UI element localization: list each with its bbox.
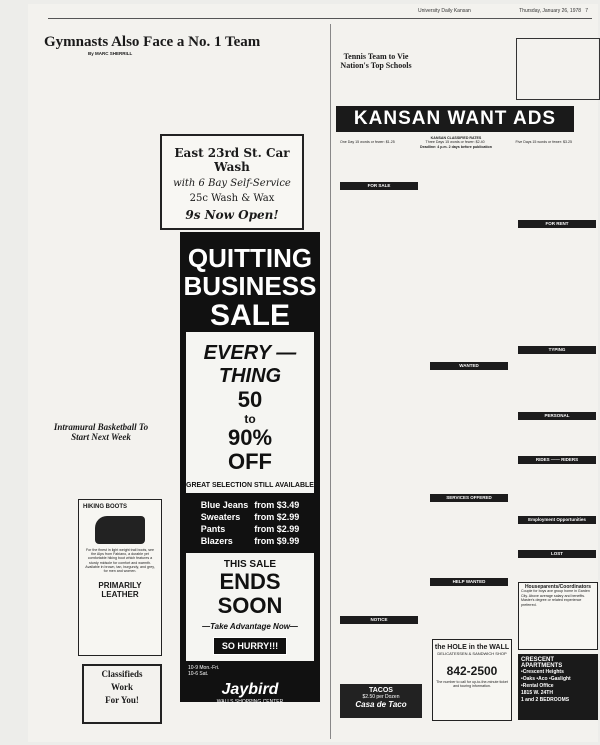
section-notice: NOTICE — [340, 616, 418, 624]
qb-ends: ENDS — [219, 569, 281, 594]
gymnastics-headline: Gymnasts Also Face a No. 1 Team — [44, 34, 261, 50]
page-header — [48, 4, 592, 18]
qb-mall: WALLS SHOPPING CENTER — [216, 699, 284, 705]
qb-this-sale: THIS SALE — [223, 559, 277, 570]
qb-pct-2: to — [244, 412, 256, 426]
tennis-column-1 — [420, 38, 464, 100]
rates-row: One Day 15 words or fewer: $1.25 Three Days 15 words or fewer: $2.40 Five Days 15 words or fewer: $3.25 — [340, 140, 572, 145]
gymnastics-column-4 — [232, 60, 294, 132]
qb-price-list — [198, 499, 303, 547]
wall-name: the HOLE in the WALL — [434, 644, 510, 651]
schedule-box — [516, 38, 600, 100]
crescent-apartments-ad: CRESCENT APARTMENTS •Crescent Heights •Oaks •Aco •Gaslight •Rental Office 1815 W. 24TH 1 and 2 BEDROOMS — [518, 654, 598, 720]
hiking-boots-ad — [78, 499, 162, 656]
hiking-desc: For the finest in light weight trail boots, see the Alps from Fabiano, a durable yet comfortable hiking boot which features a sturdy midsole for comfort and warmth. Available in brown, tan, burgundy, and grey, for men and women. — [85, 548, 155, 574]
qb-pct-3: 90% — [227, 425, 273, 450]
qb-every: EVERY — THING — [203, 342, 297, 387]
section-services: SERVICES OFFERED — [430, 494, 508, 502]
hiking-store-1: PRIMARILY — [98, 581, 142, 591]
qb-discount-box — [186, 332, 314, 493]
qb-hours: 10-9 Mon.-Fri. 10-6 Sat. — [188, 665, 220, 677]
ads-col-1b — [340, 626, 420, 682]
section-typing: TYPING — [518, 346, 596, 354]
ads-col-2 — [428, 154, 508, 359]
ads-col-2c — [428, 506, 508, 574]
issue-date: Thursday, January 26, 1978 7 — [519, 8, 588, 14]
ads-col-3c — [516, 358, 598, 410]
intramural-column — [46, 444, 158, 494]
gymnastics-column-3 — [164, 60, 224, 132]
qb-pct-1: 50 — [237, 387, 263, 412]
hiking-title: HIKING BOOTS — [83, 504, 128, 510]
ads-col-3g — [516, 562, 598, 580]
qb-item-row: Blazers from $9.99 — [200, 536, 300, 546]
intramural-headline: Intramural Basketball To Start Next Week — [53, 422, 149, 442]
gymnastics-byline: By MARC SHERRILL — [88, 51, 133, 56]
qb-take-advantage: —Take Advantage Now— — [202, 622, 298, 631]
section-lost: LOST — [518, 550, 596, 558]
qb-item-row: Pants from $2.99 — [200, 524, 300, 534]
section-rides: RIDES —— RIDERS — [518, 456, 596, 464]
want-ads-banner: KANSAN WANT ADS — [336, 106, 574, 132]
carwash-name: East 23rd St. Car Wash — [174, 146, 290, 174]
newspaper-page — [28, 4, 598, 742]
ads-col-3f — [516, 528, 598, 548]
quitting-business-ad — [180, 232, 320, 705]
hiking-store-2: LEATHER — [101, 590, 139, 600]
qb-store-logo: Jaybird — [221, 681, 279, 698]
classifieds-promo: Classifieds Work For You! — [82, 664, 162, 724]
section-for-rent: FOR RENT — [518, 220, 596, 228]
section-personal: PERSONAL — [518, 412, 596, 420]
ads-col-3d — [516, 424, 598, 454]
qb-title-3: SALE — [209, 299, 290, 332]
hole-in-wall-ad — [432, 639, 512, 721]
carwash-service: with 6 Bay Self-Service — [173, 178, 291, 189]
qb-hurry: SO HURRY!!! — [213, 637, 287, 655]
crescent-features: •Oaks •Aco •Gaslight — [521, 676, 571, 682]
wall-sub: DELICATESSEN & SANDWICH SHOP — [437, 651, 507, 656]
ads-col-3e — [516, 468, 598, 512]
gymnastics-column-2 — [108, 60, 160, 416]
tacos-ad: TACOS $2.50 per Dozen Casa de Taco — [340, 684, 422, 718]
paper-name: University Daily Kansan — [418, 8, 471, 14]
carwash-price: 25c Wash & Wax — [189, 193, 275, 204]
column-rule — [330, 24, 331, 739]
ads-col-2b — [428, 374, 508, 492]
gymnastics-column-1 — [44, 60, 104, 416]
wall-desc: The number to call for up-to-the-minute ticket and touring information. — [436, 680, 508, 689]
qb-great-selection: GREAT SELECTION STILL AVAILABLE — [186, 482, 314, 489]
houseparents-ad: Houseparents/Coordinators Couple for boys ave group home in Garden City. Above average salary and benefits. Master's degree or related experience preferred. — [518, 582, 598, 650]
qb-ends-box — [186, 553, 314, 661]
qb-title-1: QUITTING — [187, 243, 313, 273]
tennis-column-2 — [468, 38, 512, 100]
carwash-open: 9s Now Open! — [185, 208, 279, 222]
qb-item-row: Blue Jeans from $3.49 — [200, 500, 300, 510]
section-for-sale: FOR SALE — [340, 182, 418, 190]
classified-rates: KANSAN CLASSIFIED RATES One Day 15 words or fewer: $1.25 Three Days 15 words or fewer: $2.40 Five Days 15 words or fewer: $3.25 Deadline: 4 p.m. 2 days before publication — [340, 136, 572, 149]
section-employment: Employment Opportunities — [518, 516, 596, 524]
boot-icon — [95, 516, 145, 544]
tennis-headline: Tennis Team to Vie Nation's Top Schools — [340, 52, 412, 70]
qb-pct-4: OFF — [228, 449, 272, 474]
section-wanted: WANTED — [430, 362, 508, 370]
ads-col-3 — [516, 154, 598, 210]
section-help-wanted: HELP WANTED — [430, 578, 508, 586]
qb-soon: SOON — [217, 593, 283, 618]
ads-col-1 — [340, 194, 420, 614]
car-wash-ad — [160, 134, 304, 230]
header-rule — [48, 18, 592, 19]
ads-col-2d — [428, 590, 508, 636]
qb-item-row: Sweaters from $2.99 — [200, 512, 300, 522]
qb-title-2: BUSINESS — [183, 271, 317, 301]
ads-col-3b — [516, 232, 598, 344]
wall-phone: 842-2500 — [446, 664, 498, 678]
